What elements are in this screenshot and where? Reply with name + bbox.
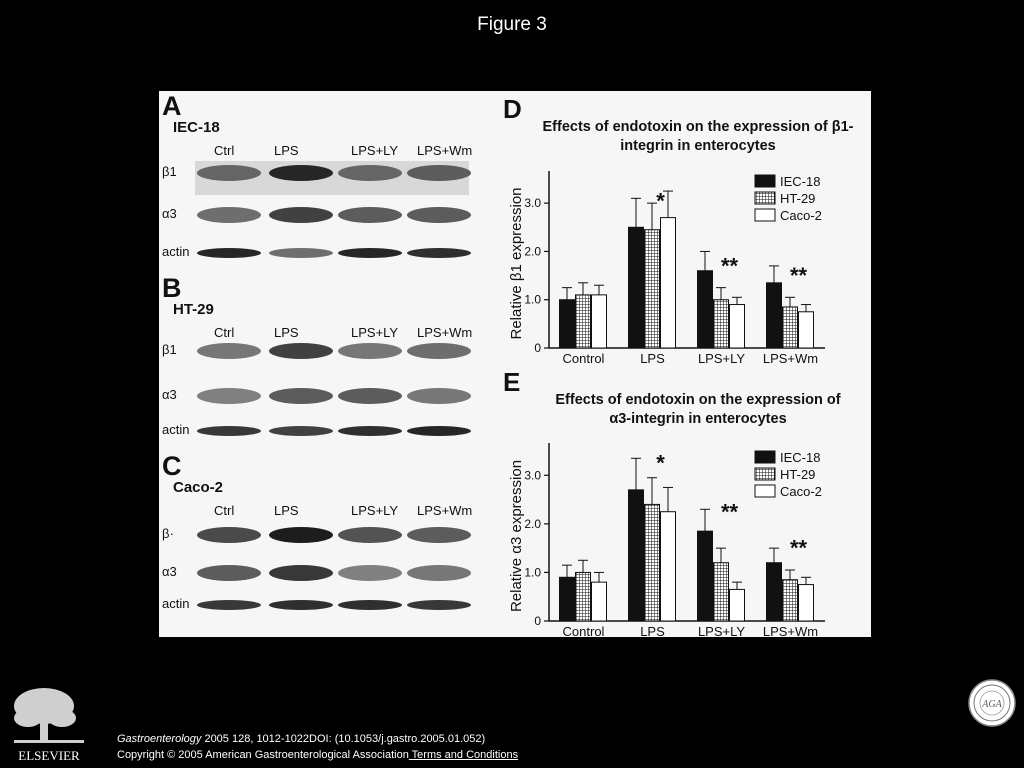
blot-row-label: actin bbox=[162, 244, 190, 259]
copyright-text: Copyright © 2005 American Gastroenterological Association bbox=[117, 749, 409, 761]
blot-band bbox=[338, 207, 402, 223]
panel-letter-e: E bbox=[503, 367, 521, 397]
x-tick-label: Control bbox=[562, 624, 605, 637]
bar bbox=[661, 512, 676, 621]
y-axis-label: Relative β1 expression bbox=[508, 187, 525, 340]
x-tick-label: LPS bbox=[640, 351, 665, 366]
bar bbox=[592, 295, 607, 348]
bar bbox=[783, 580, 798, 621]
lane-label: LPS+LY bbox=[351, 143, 399, 158]
y-tick-label: 1.0 bbox=[524, 565, 541, 580]
panel-letter-b: B bbox=[162, 273, 182, 303]
legend-swatch bbox=[755, 175, 775, 187]
bar bbox=[799, 585, 814, 621]
blot-band bbox=[407, 207, 471, 223]
bar bbox=[767, 563, 782, 621]
lane-label: LPS+Wm bbox=[417, 503, 473, 518]
legend-swatch bbox=[755, 485, 775, 497]
bar bbox=[661, 218, 676, 348]
bar bbox=[629, 490, 644, 621]
blot-row-label: β· bbox=[162, 526, 174, 541]
bar bbox=[799, 312, 814, 348]
bar bbox=[698, 531, 713, 621]
blot-band bbox=[269, 165, 333, 181]
lane-label: LPS bbox=[274, 503, 299, 518]
legend-label: Caco-2 bbox=[780, 484, 822, 499]
figure-title: Figure 3 bbox=[477, 14, 547, 35]
legend-swatch bbox=[755, 209, 775, 221]
lane-label: LPS bbox=[274, 143, 299, 158]
blot-band bbox=[407, 248, 471, 258]
x-tick-label: Control bbox=[562, 351, 605, 366]
lane-label: Ctrl bbox=[214, 325, 235, 340]
bar bbox=[714, 563, 729, 621]
lane-label: Ctrl bbox=[214, 503, 235, 518]
lane-label: LPS+Wm bbox=[417, 325, 473, 340]
tree-icon bbox=[14, 688, 84, 743]
bar bbox=[698, 271, 713, 348]
journal-name: Gastroenterology bbox=[117, 733, 202, 745]
lane-label: LPS+LY bbox=[351, 503, 399, 518]
bar bbox=[560, 577, 575, 621]
legend-label: HT-29 bbox=[780, 191, 816, 206]
citation-details: 2005 128, 1012-1022DOI: (10.1053/j.gastro.2005.01.052) bbox=[201, 733, 486, 745]
bar bbox=[576, 295, 591, 348]
y-tick-label: 3.0 bbox=[524, 468, 541, 483]
chart-title: α3-integrin in enterocytes bbox=[609, 411, 787, 427]
lane-label: LPS bbox=[274, 325, 299, 340]
blot-row-label: α3 bbox=[162, 564, 177, 579]
bar bbox=[714, 300, 729, 348]
lane-label: Ctrl bbox=[214, 143, 235, 158]
legend-swatch bbox=[755, 451, 775, 463]
y-axis-label: Relative α3 expression bbox=[508, 459, 525, 613]
blot-row-label: α3 bbox=[162, 387, 177, 402]
panel-letter-c: C bbox=[162, 451, 182, 481]
cell-line-label: HT-29 bbox=[173, 301, 214, 318]
elsevier-logo bbox=[10, 684, 88, 764]
y-tick-label: 2.0 bbox=[524, 516, 541, 531]
chart-title: integrin in enterocytes bbox=[620, 138, 776, 154]
lane-label: LPS+Wm bbox=[417, 143, 473, 158]
legend-label: HT-29 bbox=[780, 467, 816, 482]
bar bbox=[730, 589, 745, 621]
blot-band bbox=[407, 165, 471, 181]
bar bbox=[730, 305, 745, 348]
seal-icon bbox=[967, 678, 1017, 728]
blot-row-label: β1 bbox=[162, 164, 177, 179]
x-tick-label: LPS+Wm bbox=[762, 351, 819, 366]
bar-charts bbox=[489, 91, 871, 637]
significance-marker: ** bbox=[789, 535, 808, 561]
footer bbox=[117, 731, 518, 763]
bar bbox=[645, 504, 660, 621]
cell-line-label: Caco-2 bbox=[173, 479, 224, 496]
y-tick-label: 0 bbox=[534, 341, 541, 355]
significance-marker: ** bbox=[789, 263, 808, 289]
x-tick-label: LPS+LY bbox=[697, 351, 746, 366]
citation bbox=[117, 731, 518, 747]
significance-marker: * bbox=[656, 450, 665, 476]
panel-letter-a: A bbox=[162, 91, 182, 121]
legend-swatch bbox=[755, 192, 775, 204]
bar bbox=[767, 283, 782, 348]
y-tick-label: 3.0 bbox=[524, 196, 541, 211]
seal-text: AGA bbox=[982, 699, 1002, 710]
blot-band bbox=[197, 207, 261, 223]
lane-label: LPS+LY bbox=[351, 325, 399, 340]
cell-line-label: IEC-18 bbox=[173, 119, 220, 136]
legend-label: Caco-2 bbox=[780, 208, 822, 223]
blot-band bbox=[338, 248, 402, 258]
blot-band bbox=[338, 165, 402, 181]
blot-band bbox=[269, 248, 333, 258]
x-tick-label: LPS+LY bbox=[697, 624, 746, 637]
significance-marker: ** bbox=[720, 499, 739, 525]
blot-row-label: actin bbox=[162, 422, 190, 437]
chart-title: Effects of endotoxin on the expression of β1- bbox=[542, 119, 854, 135]
legend-label: IEC-18 bbox=[780, 450, 821, 465]
terms-link[interactable]: Terms and Conditions bbox=[408, 749, 519, 761]
bar bbox=[783, 307, 798, 348]
legend-label: IEC-18 bbox=[780, 174, 821, 189]
y-tick-label: 0 bbox=[534, 614, 541, 628]
blot-band bbox=[197, 248, 261, 258]
blot-row-label: actin bbox=[162, 596, 190, 611]
bar bbox=[576, 572, 591, 621]
x-tick-label: LPS+Wm bbox=[762, 624, 819, 637]
bar bbox=[560, 300, 575, 348]
blot-row-label: α3 bbox=[162, 206, 177, 221]
significance-marker: ** bbox=[720, 253, 739, 279]
copyright-line bbox=[117, 747, 518, 763]
panel-letter-d: D bbox=[503, 94, 522, 124]
chart-title: Effects of endotoxin on the expression of bbox=[555, 392, 841, 408]
bar bbox=[592, 582, 607, 621]
bar bbox=[645, 230, 660, 348]
legend-swatch bbox=[755, 468, 775, 480]
x-tick-label: LPS bbox=[640, 624, 665, 637]
western-blot-panels bbox=[159, 91, 489, 637]
bar bbox=[629, 227, 644, 348]
y-tick-label: 1.0 bbox=[524, 292, 541, 307]
blot-band bbox=[197, 165, 261, 181]
figure-panel bbox=[159, 91, 871, 637]
elsevier-wordmark: ELSEVIER bbox=[18, 748, 80, 763]
y-tick-label: 2.0 bbox=[524, 244, 541, 259]
blot-band bbox=[269, 207, 333, 223]
blot-row-label: β1 bbox=[162, 342, 177, 357]
significance-marker: * bbox=[656, 188, 665, 214]
blot-image bbox=[159, 91, 489, 637]
